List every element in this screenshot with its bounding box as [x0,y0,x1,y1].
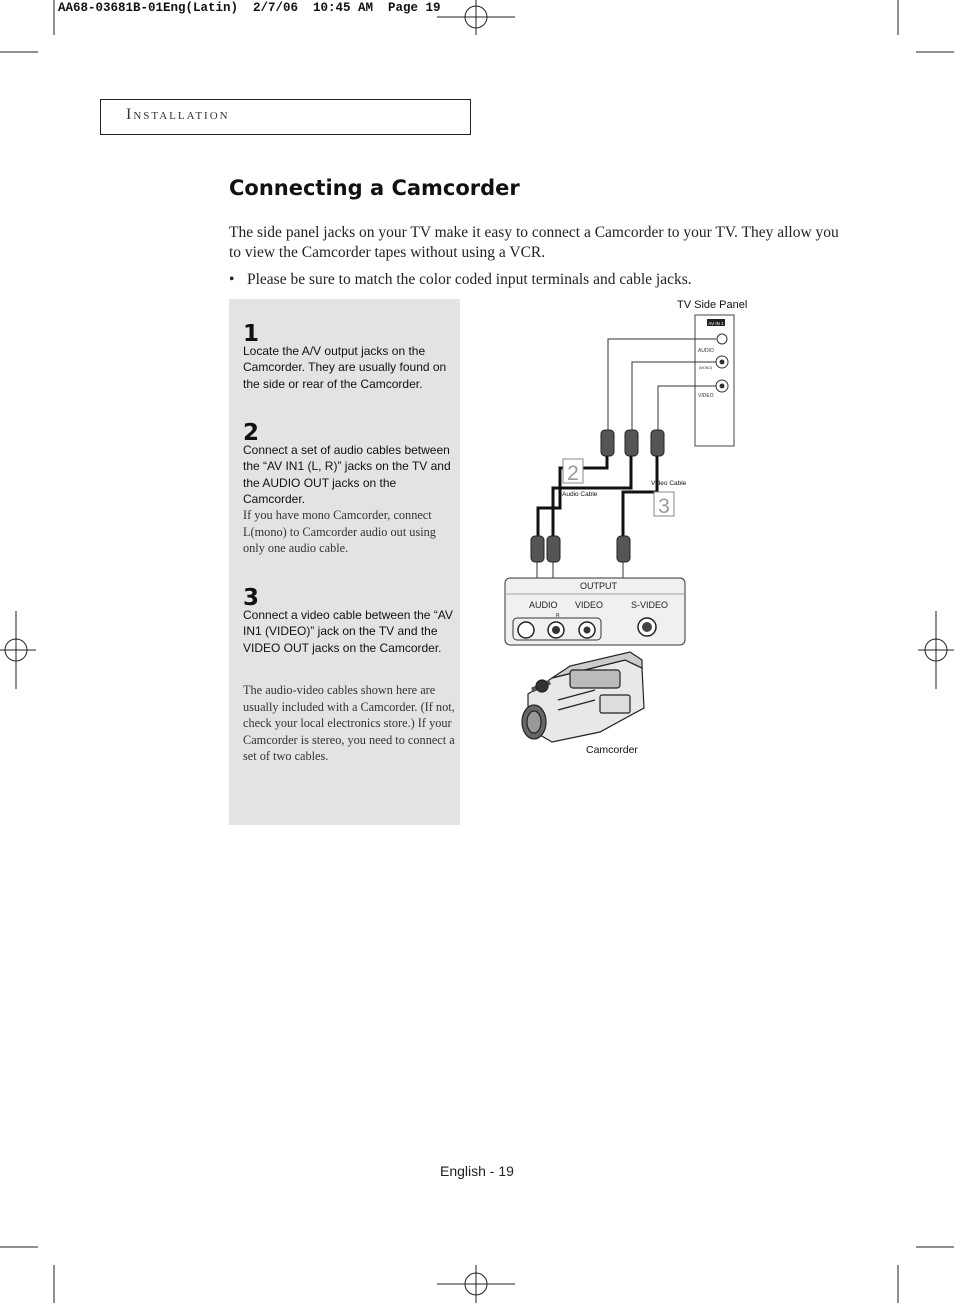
section-label: Installation [126,106,230,123]
step-number: 1 [243,321,260,347]
tv-side-panel-label: TV Side Panel [677,299,748,311]
output-label: OUTPUT [580,581,617,591]
step-text: Connect a video cable between the “AV IN1 (VIDEO)” jack on the TV and the VIDEO OUT jacks on the Camcorder. [243,608,453,655]
tv-end-plugs [601,430,664,456]
page-number: English - 19 [440,1163,514,1179]
print-slug: AA68-03681B-01Eng(Latin) 2/7/06 10:45 AM Page 19 [58,1,441,15]
step-2 [243,422,455,557]
tv-audio-label: AUDIO [698,348,714,354]
step-number: 3 [243,585,260,611]
tv-mono-label: (MONO) [699,366,713,370]
output-jack-svideo-center [642,622,652,632]
connection-diagram [480,290,780,770]
step-3 [243,587,455,656]
cable-note: The audio-video cables shown here are usually included with a Camcorder. (If not, check your local electronics store.) If your Camcorder is stereo, you need to connect a set of two cables. [243,683,455,763]
step-text: Connect a set of audio cables between the “AV IN1 (L, R)” jacks on the TV and the AUDIO OUT jacks on the Camcorder. [243,443,451,506]
bullet-dot: • [229,271,235,288]
intro-paragraph: The side panel jacks on your TV make it easy to connect a Camcorder to your TV. They allow you to view the Camcorder tapes without using a VCR. [229,224,839,261]
step-number: 2 [243,420,260,446]
output-jack-video-center [584,627,591,634]
output-video-label: VIDEO [575,600,604,610]
tv-jack-video-center [720,384,725,389]
bullet-text: Please be sure to match the color coded input terminals and cable jacks. [247,271,692,288]
step-note: If you have mono Camcorder, connect L(mono) to Camcorder audio out using only one audio cable. [243,508,436,556]
video-cable-label: Video Cable [651,480,687,487]
step-text: Locate the A/V output jacks on the Camcorder. They are usually found on the side or rear of the Camcorder. [243,344,447,391]
output-jack-audio-r-center [552,626,560,634]
tv-jack-top [717,334,727,344]
output-audio-label: AUDIO [529,600,558,610]
callout-2: 2 [567,462,579,485]
tv-side-panel [695,315,734,446]
tv-video-label: VIDEO [698,393,714,399]
tv-panel-header-text: AV IN 1 [708,321,724,326]
thick-cables [538,456,657,538]
step-1 [243,323,455,392]
output-svideo-label: S-VIDEO [631,600,669,610]
page-title: Connecting a Camcorder [229,176,520,200]
audio-cable-label: Audio Cable [562,491,598,498]
output-r-label: R [556,613,560,619]
tv-jack-audio-center [720,360,725,365]
output-jack-audio-l [518,622,534,638]
callout-3: 3 [658,495,670,518]
camcorder-label: Camcorder [586,744,638,756]
bullet-item [229,270,847,290]
camcorder-illustration [522,652,644,742]
camcorder-end-plugs [531,536,630,562]
